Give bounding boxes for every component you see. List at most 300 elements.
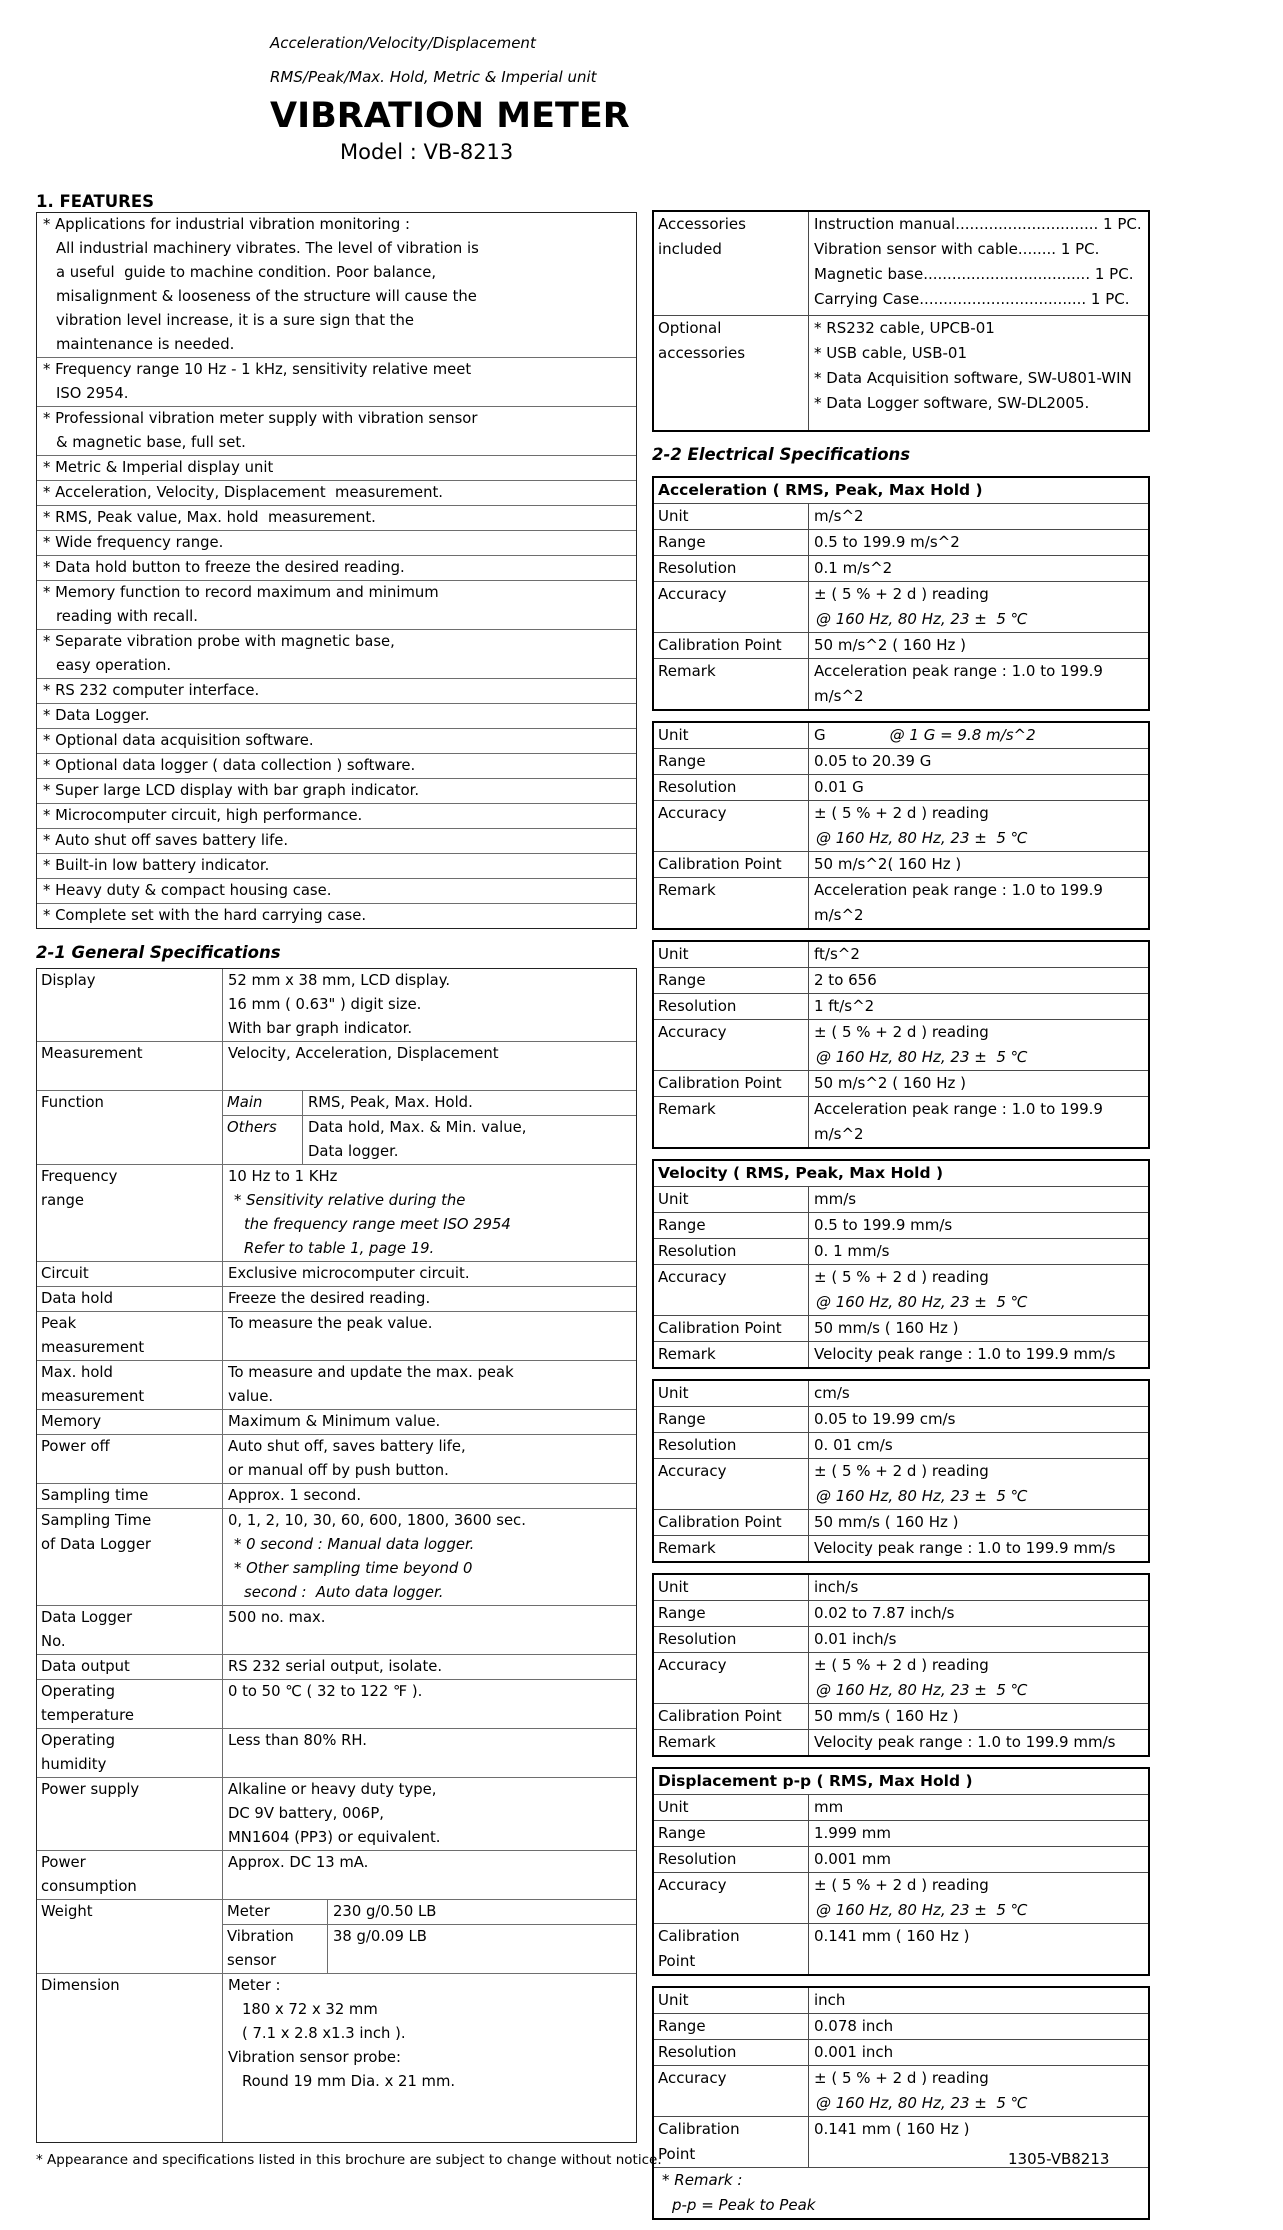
text-line bbox=[658, 852, 808, 877]
text: 50 mm/s ( 160 Hz ) bbox=[814, 1513, 959, 1531]
text: 0.01 inch/s bbox=[814, 1630, 897, 1648]
text-line bbox=[814, 878, 1148, 928]
text: * Other sampling time beyond 0 bbox=[234, 1560, 473, 1577]
features-heading: 1. FEATURES bbox=[36, 192, 155, 211]
general-specs-table bbox=[36, 968, 637, 2143]
row-value bbox=[809, 1601, 1148, 1626]
table-row bbox=[654, 2013, 1148, 2039]
text-line bbox=[658, 237, 808, 262]
row-label bbox=[654, 1795, 809, 1820]
text: measurement bbox=[41, 1388, 145, 1405]
text: Freeze the desired reading. bbox=[228, 1290, 431, 1307]
text-line bbox=[228, 969, 636, 993]
text: Remark bbox=[658, 1733, 716, 1751]
text: RMS, Peak, Max. Hold. bbox=[308, 1094, 473, 1111]
text-line bbox=[41, 1385, 222, 1409]
text-line bbox=[228, 1509, 636, 1533]
text: Remark bbox=[658, 1539, 716, 1557]
text-line bbox=[41, 1262, 222, 1286]
row-value bbox=[809, 1873, 1148, 1923]
row-label bbox=[654, 1575, 809, 1600]
text: Accessories bbox=[658, 215, 746, 233]
text: 0. 01 cm/s bbox=[814, 1436, 893, 1454]
text: humidity bbox=[41, 1756, 107, 1773]
row-label bbox=[37, 1606, 223, 1654]
table-row bbox=[37, 1777, 636, 1850]
text-line bbox=[814, 530, 1148, 555]
text: Main bbox=[227, 1094, 263, 1111]
text: Range bbox=[658, 752, 706, 770]
text: G bbox=[814, 726, 826, 744]
text-line bbox=[41, 1753, 222, 1777]
text-line bbox=[658, 2014, 808, 2039]
row-label bbox=[654, 1407, 809, 1432]
text-line bbox=[658, 1020, 808, 1045]
text-line bbox=[814, 1459, 1148, 1484]
row-label bbox=[654, 1433, 809, 1458]
spec-table bbox=[652, 1159, 1150, 1369]
text: Unit bbox=[658, 726, 689, 744]
row-label bbox=[654, 878, 809, 928]
text-line bbox=[658, 749, 808, 774]
text: the frequency range meet ISO 2954 bbox=[244, 1216, 511, 1233]
text: Function bbox=[41, 1094, 104, 1111]
text: 52 mm x 38 mm, LCD display. bbox=[228, 972, 451, 989]
text: Resolution bbox=[658, 1850, 737, 1868]
page-title: VIBRATION METER bbox=[270, 96, 630, 136]
table-row bbox=[37, 1286, 636, 1311]
text: * Frequency range 10 Hz - 1 kHz, sensitivity relative meet bbox=[43, 361, 472, 378]
row-label bbox=[654, 1924, 809, 1974]
text: No. bbox=[41, 1633, 66, 1650]
table-row bbox=[654, 529, 1148, 555]
text-line bbox=[308, 1091, 636, 1115]
text-line bbox=[658, 1821, 808, 1846]
text: Calibration Point bbox=[658, 1319, 782, 1337]
row-label bbox=[654, 1020, 809, 1070]
text: ± ( 5 % + 2 d ) reading bbox=[814, 1876, 989, 1894]
text-line bbox=[41, 1900, 222, 1924]
text: Accuracy bbox=[658, 2069, 727, 2087]
feature-item bbox=[37, 555, 636, 580]
text-line bbox=[228, 1557, 636, 1581]
table-row bbox=[654, 1652, 1148, 1703]
text-line bbox=[658, 504, 808, 529]
row-value bbox=[809, 1730, 1148, 1755]
text: Unit bbox=[658, 507, 689, 525]
text: 38 g/0.09 LB bbox=[333, 1928, 427, 1945]
text: Exclusive microcomputer circuit. bbox=[228, 1265, 470, 1282]
feature-item bbox=[37, 703, 636, 728]
table-row bbox=[654, 1019, 1148, 1070]
table-row bbox=[654, 503, 1148, 529]
text: Velocity, Acceleration, Displacement bbox=[228, 1045, 499, 1062]
text-line bbox=[40, 358, 633, 382]
text: Data hold, Max. & Min. value, bbox=[308, 1119, 527, 1136]
text: ( 7.1 x 2.8 x1.3 inch ). bbox=[242, 2025, 406, 2042]
row-label bbox=[37, 1262, 223, 1286]
text-line bbox=[814, 968, 1148, 993]
electrical-specs-section bbox=[652, 476, 1150, 2220]
text-line bbox=[814, 1678, 1148, 1703]
text: 500 no. max. bbox=[228, 1609, 326, 1626]
text-line bbox=[658, 1536, 808, 1561]
row-value bbox=[809, 968, 1148, 993]
feature-item bbox=[37, 580, 636, 629]
text-line bbox=[814, 391, 1148, 416]
table-row bbox=[37, 1654, 636, 1679]
text: * 0 second : Manual data logger. bbox=[234, 1536, 475, 1553]
text-line bbox=[228, 1385, 636, 1409]
row-label bbox=[654, 1536, 809, 1561]
row-value bbox=[223, 1165, 636, 1261]
text: DC 9V battery, 006P, bbox=[228, 1805, 384, 1822]
text: ft/s^2 bbox=[814, 945, 860, 963]
text: 0.02 to 7.87 inch/s bbox=[814, 1604, 955, 1622]
text-line bbox=[814, 341, 1148, 366]
text: * Separate vibration probe with magnetic base, bbox=[43, 633, 395, 650]
text-line bbox=[658, 2142, 808, 2167]
text-line bbox=[40, 654, 633, 678]
text-line bbox=[658, 1071, 808, 1096]
text: Range bbox=[658, 1216, 706, 1234]
row-value bbox=[809, 1342, 1148, 1367]
table-row bbox=[37, 1973, 636, 2142]
table-row bbox=[654, 1846, 1148, 1872]
text: ± ( 5 % + 2 d ) reading bbox=[814, 1268, 989, 1286]
text-line bbox=[40, 285, 633, 309]
text: Resolution bbox=[658, 559, 737, 577]
text-line bbox=[228, 1435, 636, 1459]
text-line bbox=[40, 506, 633, 530]
text: 50 mm/s ( 160 Hz ) bbox=[814, 1319, 959, 1337]
text: Resolution bbox=[658, 1630, 737, 1648]
table-row bbox=[37, 1311, 636, 1360]
text-line bbox=[814, 1342, 1148, 1367]
row-value bbox=[809, 1575, 1148, 1600]
table-row bbox=[654, 1212, 1148, 1238]
table-row bbox=[37, 1360, 636, 1409]
text-line bbox=[41, 1484, 222, 1508]
text-line bbox=[814, 994, 1148, 1019]
text-line bbox=[41, 969, 222, 993]
text-line bbox=[658, 1407, 808, 1432]
row-value bbox=[223, 1262, 636, 1286]
text-line bbox=[658, 2040, 808, 2065]
text: To measure and update the max. peak bbox=[228, 1364, 514, 1381]
row-label bbox=[654, 1071, 809, 1096]
row-label bbox=[37, 1287, 223, 1311]
text: Sampling Time bbox=[41, 1512, 152, 1529]
row-value bbox=[223, 1509, 636, 1605]
text-line bbox=[658, 1847, 808, 1872]
table-row bbox=[37, 1090, 636, 1164]
document-header bbox=[270, 26, 630, 166]
text: * Remark : bbox=[662, 2171, 743, 2189]
text-line bbox=[40, 237, 633, 261]
text: 0.5 to 199.9 m/s^2 bbox=[814, 533, 960, 551]
row-value bbox=[223, 1655, 636, 1679]
text: * Applications for industrial vibration monitoring : bbox=[43, 216, 411, 233]
text: Acceleration peak range : 1.0 to 199.9 m/s^2 bbox=[814, 662, 1108, 705]
row-label bbox=[654, 1187, 809, 1212]
text-line bbox=[41, 1630, 222, 1654]
text-line bbox=[41, 1704, 222, 1728]
text: Approx. 1 second. bbox=[228, 1487, 362, 1504]
table-row bbox=[654, 1535, 1148, 1561]
feature-item bbox=[37, 406, 636, 455]
feature-item bbox=[37, 753, 636, 778]
table-remark-note bbox=[654, 2167, 1148, 2218]
text: * RS 232 computer interface. bbox=[43, 682, 260, 699]
row-value bbox=[809, 1821, 1148, 1846]
row-label bbox=[37, 1851, 223, 1899]
text-line bbox=[40, 456, 633, 480]
text: consumption bbox=[41, 1878, 137, 1895]
table-row bbox=[654, 800, 1148, 851]
table-row bbox=[654, 851, 1148, 877]
text: ± ( 5 % + 2 d ) reading bbox=[814, 1462, 989, 1480]
text: MN1604 (PP3) or equivalent. bbox=[228, 1829, 441, 1846]
text: ± ( 5 % + 2 d ) reading bbox=[814, 585, 989, 603]
row-label bbox=[654, 801, 809, 851]
accessories-section bbox=[652, 210, 1150, 432]
text-line bbox=[814, 1433, 1148, 1458]
text-line bbox=[814, 1730, 1148, 1755]
table-row bbox=[37, 1508, 636, 1605]
text-line bbox=[41, 1509, 222, 1533]
text: Accuracy bbox=[658, 1268, 727, 1286]
table-row bbox=[654, 1575, 1148, 1600]
row-value bbox=[809, 1187, 1148, 1212]
row-label bbox=[654, 633, 809, 658]
text-line bbox=[40, 382, 633, 406]
row-label bbox=[654, 1847, 809, 1872]
text-line bbox=[658, 1795, 808, 1820]
text: 0.001 inch bbox=[814, 2043, 894, 2061]
text-line bbox=[41, 1974, 222, 1998]
text: Less than 80% RH. bbox=[228, 1732, 367, 1749]
row-label bbox=[654, 1988, 809, 2013]
text-line bbox=[658, 1342, 808, 1367]
text: * Microcomputer circuit, high performance. bbox=[43, 807, 363, 824]
row-label bbox=[654, 212, 809, 315]
text-line bbox=[40, 729, 633, 753]
row-label bbox=[654, 749, 809, 774]
table-row bbox=[654, 967, 1148, 993]
text: @ 160 Hz, 80 Hz, 23 ± 5 ℃ bbox=[816, 1293, 1028, 1311]
text-line bbox=[228, 1213, 636, 1237]
row-label bbox=[654, 1873, 809, 1923]
row-label bbox=[654, 582, 809, 632]
text-line bbox=[658, 212, 808, 237]
text: Data output bbox=[41, 1658, 130, 1675]
text-line bbox=[41, 1410, 222, 1434]
text: Data Logger bbox=[41, 1609, 133, 1626]
text-line bbox=[814, 316, 1148, 341]
text: Peak bbox=[41, 1315, 77, 1332]
text: @ 160 Hz, 80 Hz, 23 ± 5 ℃ bbox=[816, 610, 1028, 628]
text: * Built-in low battery indicator. bbox=[43, 857, 270, 874]
text: * Sensitivity relative during the bbox=[234, 1192, 466, 1209]
text-line bbox=[658, 1381, 808, 1406]
text: or manual off by push button. bbox=[228, 1462, 449, 1479]
text-line bbox=[40, 829, 633, 853]
text: * Memory function to record maximum and minimum bbox=[43, 584, 439, 601]
text: * RMS, Peak value, Max. hold measurement. bbox=[43, 509, 376, 526]
text: @ 160 Hz, 80 Hz, 23 ± 5 ℃ bbox=[816, 2094, 1028, 2112]
text-line bbox=[814, 852, 1148, 877]
table-row bbox=[654, 1432, 1148, 1458]
table-row bbox=[654, 993, 1148, 1019]
text-line bbox=[227, 1116, 302, 1140]
text-line bbox=[814, 2117, 1148, 2142]
text: Range bbox=[658, 1824, 706, 1842]
table-row bbox=[654, 1458, 1148, 1509]
text: 1.999 mm bbox=[814, 1824, 891, 1842]
text: Accuracy bbox=[658, 1876, 727, 1894]
row-value bbox=[809, 1071, 1148, 1096]
text: Accuracy bbox=[658, 1023, 727, 1041]
row-label bbox=[37, 1091, 223, 1164]
text-line bbox=[41, 1680, 222, 1704]
text: * USB cable, USB-01 bbox=[814, 344, 968, 362]
table-row bbox=[654, 212, 1148, 315]
row-value bbox=[809, 316, 1148, 430]
text: Remark bbox=[658, 881, 716, 899]
text-line bbox=[658, 878, 808, 903]
row-label bbox=[654, 2040, 809, 2065]
text: Velocity peak range : 1.0 to 199.9 mm/s bbox=[814, 1733, 1116, 1751]
text: Range bbox=[658, 1604, 706, 1622]
text: Auto shut off, saves battery life, bbox=[228, 1438, 466, 1455]
text-line bbox=[228, 1262, 636, 1286]
text-line bbox=[814, 1187, 1148, 1212]
row-label bbox=[654, 1653, 809, 1703]
row-value bbox=[809, 878, 1148, 928]
text: Resolution bbox=[658, 778, 737, 796]
text-line bbox=[658, 1704, 808, 1729]
feature-item bbox=[37, 505, 636, 530]
text-line bbox=[814, 1381, 1148, 1406]
row-value bbox=[223, 1851, 636, 1899]
text-line bbox=[228, 1606, 636, 1630]
text-line bbox=[814, 2014, 1148, 2039]
text-line bbox=[658, 2066, 808, 2091]
text: * RS232 cable, UPCB-01 bbox=[814, 319, 995, 337]
row-label bbox=[654, 2014, 809, 2039]
row-value bbox=[809, 1265, 1148, 1315]
table-row bbox=[37, 1434, 636, 1483]
text: Circuit bbox=[41, 1265, 89, 1282]
text: * Professional vibration meter supply with vibration sensor bbox=[43, 410, 478, 427]
row-label bbox=[37, 1361, 223, 1409]
row-value bbox=[223, 1680, 636, 1728]
row-label bbox=[654, 723, 809, 748]
text-line bbox=[41, 1875, 222, 1899]
text: Calibration Point bbox=[658, 855, 782, 873]
text-line bbox=[814, 1821, 1148, 1846]
text: misalignment & looseness of the structure will cause the bbox=[56, 288, 477, 305]
row-value bbox=[809, 1847, 1148, 1872]
text-line bbox=[228, 1165, 636, 1189]
text: p-p = Peak to Peak bbox=[672, 2196, 816, 2214]
text: Calibration Point bbox=[658, 636, 782, 654]
row-value bbox=[223, 1484, 636, 1508]
text-line bbox=[228, 1361, 636, 1385]
text-line bbox=[814, 1601, 1148, 1626]
text: ± ( 5 % + 2 d ) reading bbox=[814, 1023, 989, 1041]
sub-value bbox=[303, 1116, 636, 1164]
text-line bbox=[814, 1627, 1148, 1652]
text: Power off bbox=[41, 1438, 110, 1455]
text-line bbox=[658, 994, 808, 1019]
spec-table-title bbox=[654, 1769, 1148, 1794]
row-value bbox=[809, 1020, 1148, 1070]
text: 1 ft/s^2 bbox=[814, 997, 875, 1015]
text-line bbox=[658, 1730, 808, 1755]
row-value bbox=[809, 556, 1148, 581]
text: Remark bbox=[658, 662, 716, 680]
sub-value bbox=[328, 1900, 636, 1924]
row-label bbox=[654, 1821, 809, 1846]
feature-item bbox=[37, 728, 636, 753]
row-value bbox=[809, 1510, 1148, 1535]
row-label bbox=[654, 942, 809, 967]
text: * Auto shut off saves battery life. bbox=[43, 832, 289, 849]
text: Dimension bbox=[41, 1977, 120, 1994]
text: Range bbox=[658, 1410, 706, 1428]
text-line bbox=[814, 1704, 1148, 1729]
text-line bbox=[41, 1091, 222, 1115]
table-row bbox=[654, 1315, 1148, 1341]
row-label bbox=[37, 1729, 223, 1777]
text-line bbox=[228, 1042, 636, 1066]
row-value bbox=[809, 1407, 1148, 1432]
text: To measure the peak value. bbox=[228, 1315, 433, 1332]
text-line bbox=[228, 1680, 636, 1704]
table-row bbox=[654, 774, 1148, 800]
features-list bbox=[36, 212, 637, 929]
text: @ 160 Hz, 80 Hz, 23 ± 5 ℃ bbox=[816, 829, 1028, 847]
row-value bbox=[223, 1974, 636, 2142]
text-line bbox=[814, 582, 1148, 607]
row-value bbox=[809, 852, 1148, 877]
text: sensor bbox=[227, 1952, 277, 1969]
text: inch bbox=[814, 1991, 846, 2009]
text-line bbox=[40, 854, 633, 878]
text-line bbox=[658, 1627, 808, 1652]
table-row bbox=[37, 1850, 636, 1899]
text: 0.141 mm ( 160 Hz ) bbox=[814, 1927, 970, 1945]
text-line bbox=[228, 1237, 636, 1261]
text: second : Auto data logger. bbox=[244, 1584, 444, 1601]
text-line bbox=[228, 1484, 636, 1508]
text-line bbox=[658, 942, 808, 967]
table-row bbox=[654, 1794, 1148, 1820]
table-row bbox=[37, 1041, 636, 1090]
row-value bbox=[809, 212, 1148, 315]
text: Unit bbox=[658, 1384, 689, 1402]
row-value bbox=[809, 1316, 1148, 1341]
text-line bbox=[40, 531, 633, 555]
text-line bbox=[41, 1655, 222, 1679]
row-label bbox=[654, 504, 809, 529]
text-line bbox=[814, 212, 1148, 237]
text: Power supply bbox=[41, 1781, 140, 1798]
row-label bbox=[37, 1042, 223, 1090]
text: ± ( 5 % + 2 d ) reading bbox=[814, 1656, 989, 1674]
